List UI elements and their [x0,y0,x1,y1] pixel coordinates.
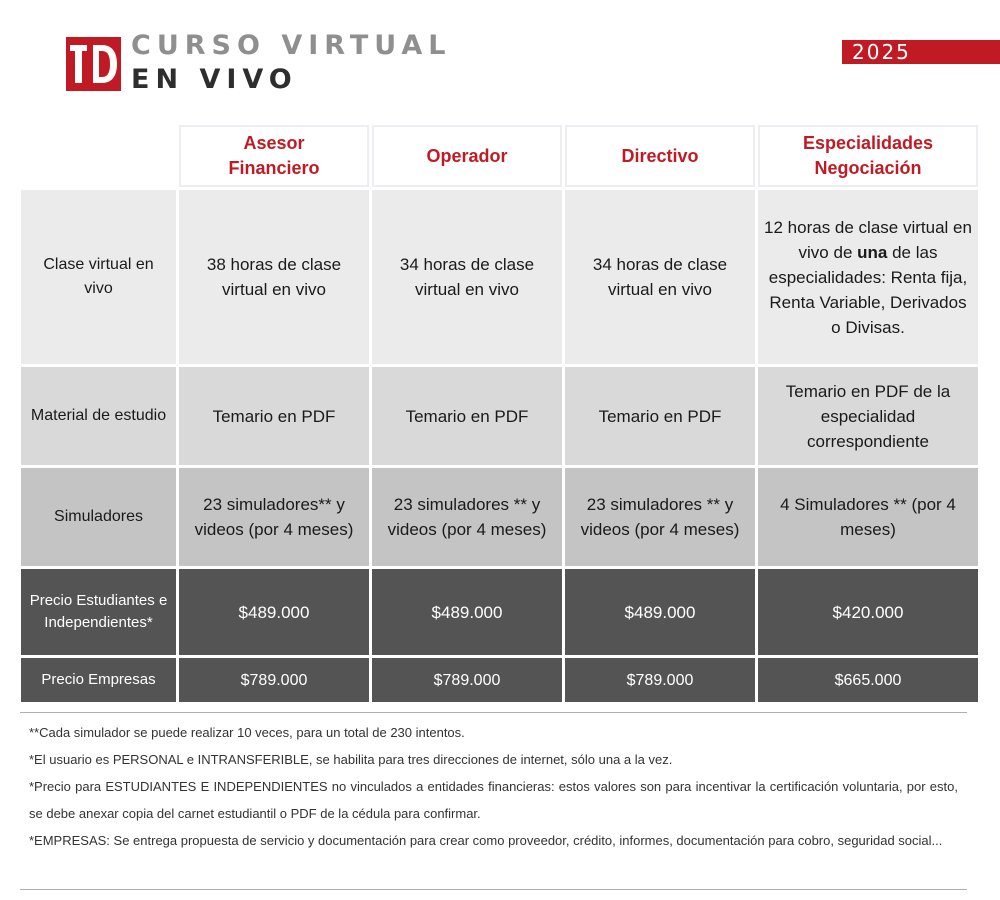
price-estudiantes-operador: $489.000 [372,569,562,655]
cell-simuladores-operador: 23 simuladores ** y videos (por 4 meses) [372,468,562,566]
price-empresas-asesor: $789.000 [179,658,369,702]
row-label-clase-virtual: Clase virtual en vivo [21,190,176,364]
cell-clase-directivo: 34 horas de clase virtual en vivo [565,190,755,364]
row-material [21,367,978,465]
row-clase-virtual [21,190,978,364]
row-label-simuladores: Simuladores [21,468,176,566]
column-header-especialidades: Especialidades Negociación [758,125,978,187]
course-title-line1: CURSO VIRTUAL [131,30,452,61]
year-badge: 2025 [842,40,1000,64]
footnote-empresas: *EMPRESAS: Se entrega propuesta de servicio y documentación para crear como proveedor, crédito, informes, documentación para cobro, seguridad social... [29,833,943,848]
row-simuladores [21,468,978,566]
price-estudiantes-especialidades: $420.000 [758,569,978,655]
cell-material-directivo: Temario en PDF [565,367,755,465]
cell-material-especialidades: Temario en PDF de la especialidad correspondiente [758,367,978,465]
cell-clase-asesor: 38 horas de clase virtual en vivo [179,190,369,364]
footnote-simuladores: **Cada simulador se puede realizar 10 veces, para un total de 230 intentos. [29,725,465,740]
column-header-row [21,125,978,187]
footnotes [20,712,967,890]
course-comparison-table [18,122,981,705]
row-precio-empresas [21,658,978,702]
corner-cell [21,125,176,187]
price-estudiantes-asesor: $489.000 [179,569,369,655]
row-label-precio-estudiantes: Precio Estudiantes e Independientes* [21,569,176,655]
cell-simuladores-directivo: 23 simuladores ** y videos (por 4 meses) [565,468,755,566]
footnote-usuario: *El usuario es PERSONAL e INTRANSFERIBLE, se habilita para tres direcciones de internet, sólo una a la vez. [29,752,673,767]
column-header-directivo: Directivo [565,125,755,187]
price-empresas-especialidades: $665.000 [758,658,978,702]
price-estudiantes-directivo: $489.000 [565,569,755,655]
column-header-asesor-financiero: Asesor Financiero [179,125,369,187]
cell-simuladores-especialidades: 4 Simuladores ** (por 4 meses) [758,468,978,566]
cell-simuladores-asesor: 23 simuladores** y videos (por 4 meses) [179,468,369,566]
course-title-line2: EN VIVO [131,64,298,95]
cell-material-asesor: Temario en PDF [179,367,369,465]
cell-material-operador: Temario en PDF [372,367,562,465]
row-label-material: Material de estudio [21,367,176,465]
footnote-estudiantes: *Precio para ESTUDIANTES E INDEPENDIENTES no vinculados a entidades financieras: estos valores son para incentivar la certificación voluntaria, por esto, se debe anexar copia del carnet estudiantil o PDF de la cédula para confirmar. [29,779,958,821]
cell-clase-operador: 34 horas de clase virtual en vivo [372,190,562,364]
row-label-precio-empresas: Precio Empresas [21,658,176,702]
cell-clase-especialidades: 12 horas de clase virtual en vivo de una de las especialidades: Renta fija, Renta Variable, Derivados o Divisas. [758,190,978,364]
row-precio-estudiantes [21,569,978,655]
brand-logo [66,37,121,91]
column-header-operador: Operador [372,125,562,187]
price-empresas-directivo: $789.000 [565,658,755,702]
price-empresas-operador: $789.000 [372,658,562,702]
